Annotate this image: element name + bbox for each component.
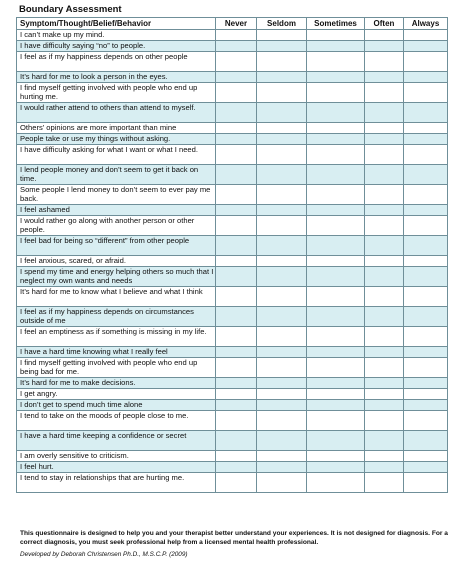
answer-cell-never[interactable] [216, 103, 257, 123]
answer-cell-always[interactable] [404, 473, 448, 493]
answer-cell-never[interactable] [216, 165, 257, 185]
answer-cell-never[interactable] [216, 72, 257, 83]
answer-cell-always[interactable] [404, 327, 448, 347]
answer-cell-never[interactable] [216, 378, 257, 389]
answer-cell-seldom[interactable] [257, 451, 307, 462]
table-row [17, 347, 448, 358]
answer-cell-seldom[interactable] [257, 358, 307, 378]
answer-cell-always[interactable] [404, 103, 448, 123]
answer-cell-sometimes[interactable] [307, 267, 365, 287]
answer-cell-never[interactable] [216, 83, 257, 103]
answer-cell-sometimes[interactable] [307, 83, 365, 103]
statement-cell: I feel ashamed [17, 205, 216, 216]
answer-cell-seldom[interactable] [257, 411, 307, 431]
answer-cell-sometimes[interactable] [307, 389, 365, 400]
answer-cell-seldom[interactable] [257, 103, 307, 123]
column-header-sometimes: Sometimes [307, 18, 365, 30]
answer-cell-seldom[interactable] [257, 347, 307, 358]
answer-cell-sometimes[interactable] [307, 30, 365, 41]
answer-cell-often[interactable] [365, 473, 404, 493]
answer-cell-sometimes[interactable] [307, 431, 365, 451]
statement-cell: I can’t make up my mind. [17, 30, 216, 41]
table-row [17, 134, 448, 145]
table-row [17, 145, 448, 165]
table-row [17, 83, 448, 103]
answer-cell-always[interactable] [404, 205, 448, 216]
answer-cell-often[interactable] [365, 451, 404, 462]
answer-cell-seldom[interactable] [257, 205, 307, 216]
answer-cell-seldom[interactable] [257, 72, 307, 83]
answer-cell-always[interactable] [404, 378, 448, 389]
table-row [17, 451, 448, 462]
answer-cell-seldom[interactable] [257, 256, 307, 267]
statement-cell: It’s hard for me to know what I believe and what I think [17, 287, 216, 307]
answer-cell-sometimes[interactable] [307, 72, 365, 83]
answer-cell-seldom[interactable] [257, 462, 307, 473]
table-row [17, 307, 448, 327]
answer-cell-often[interactable] [365, 307, 404, 327]
answer-cell-often[interactable] [365, 287, 404, 307]
answer-cell-never[interactable] [216, 358, 257, 378]
answer-cell-seldom[interactable] [257, 400, 307, 411]
statement-cell: I find myself getting involved with people who end up being bad for me. [17, 358, 216, 378]
answer-cell-always[interactable] [404, 451, 448, 462]
table-row [17, 462, 448, 473]
table-row [17, 267, 448, 287]
answer-cell-always[interactable] [404, 307, 448, 327]
statement-cell: I feel as if my happiness depends on other people [17, 52, 216, 72]
answer-cell-seldom[interactable] [257, 165, 307, 185]
answer-cell-often[interactable] [365, 41, 404, 52]
answer-cell-always[interactable] [404, 216, 448, 236]
answer-cell-seldom[interactable] [257, 389, 307, 400]
answer-cell-always[interactable] [404, 41, 448, 52]
answer-cell-never[interactable] [216, 185, 257, 205]
statement-cell: I have a hard time keeping a confidence or secret [17, 431, 216, 451]
column-header-seldom: Seldom [257, 18, 307, 30]
answer-cell-often[interactable] [365, 431, 404, 451]
answer-cell-seldom[interactable] [257, 185, 307, 205]
table-row [17, 103, 448, 123]
answer-cell-never[interactable] [216, 41, 257, 52]
statement-cell: I get angry. [17, 389, 216, 400]
answer-cell-never[interactable] [216, 134, 257, 145]
statement-cell: I feel anxious, scared, or afraid. [17, 256, 216, 267]
statement-cell: I lend people money and don’t seem to get it back on time. [17, 165, 216, 185]
table-row [17, 411, 448, 431]
answer-cell-seldom[interactable] [257, 123, 307, 134]
answer-cell-never[interactable] [216, 256, 257, 267]
table-row [17, 123, 448, 134]
answer-cell-seldom[interactable] [257, 52, 307, 72]
table-row [17, 327, 448, 347]
column-header-never: Never [216, 18, 257, 30]
answer-cell-often[interactable] [365, 123, 404, 134]
answer-cell-never[interactable] [216, 400, 257, 411]
answer-cell-sometimes[interactable] [307, 216, 365, 236]
statement-cell: I spend my time and energy helping others so much that I neglect my own wants and needs [17, 267, 216, 287]
answer-cell-often[interactable] [365, 327, 404, 347]
answer-cell-always[interactable] [404, 411, 448, 431]
answer-cell-sometimes[interactable] [307, 41, 365, 52]
answer-cell-always[interactable] [404, 389, 448, 400]
answer-cell-never[interactable] [216, 347, 257, 358]
answer-cell-often[interactable] [365, 236, 404, 256]
answer-cell-never[interactable] [216, 287, 257, 307]
answer-cell-often[interactable] [365, 134, 404, 145]
answer-cell-sometimes[interactable] [307, 145, 365, 165]
answer-cell-always[interactable] [404, 267, 448, 287]
answer-cell-never[interactable] [216, 267, 257, 287]
statement-cell: I don’t get to spend much time alone [17, 400, 216, 411]
answer-cell-seldom[interactable] [257, 83, 307, 103]
answer-cell-seldom[interactable] [257, 327, 307, 347]
statement-cell: It’s hard for me to make decisions. [17, 378, 216, 389]
column-header-symptom: Symptom/Thought/Belief/Behavior [17, 18, 216, 30]
answer-cell-often[interactable] [365, 378, 404, 389]
answer-cell-never[interactable] [216, 462, 257, 473]
statement-cell: Others’ opinions are more important than mine [17, 123, 216, 134]
table-row [17, 431, 448, 451]
answer-cell-sometimes[interactable] [307, 473, 365, 493]
answer-cell-sometimes[interactable] [307, 462, 365, 473]
statement-cell: I have difficulty asking for what I want or what I need. [17, 145, 216, 165]
table-row [17, 41, 448, 52]
answer-cell-sometimes[interactable] [307, 451, 365, 462]
answer-cell-always[interactable] [404, 123, 448, 134]
table-row [17, 287, 448, 307]
answer-cell-always[interactable] [404, 134, 448, 145]
answer-cell-sometimes[interactable] [307, 327, 365, 347]
answer-cell-often[interactable] [365, 358, 404, 378]
statement-cell: I have difficulty saying “no” to people. [17, 41, 216, 52]
answer-cell-often[interactable] [365, 389, 404, 400]
table-row [17, 400, 448, 411]
header-row [17, 18, 448, 30]
answer-cell-sometimes[interactable] [307, 378, 365, 389]
answer-cell-seldom[interactable] [257, 287, 307, 307]
statement-cell: People take or use my things without asking. [17, 134, 216, 145]
answer-cell-never[interactable] [216, 411, 257, 431]
table-row [17, 358, 448, 378]
table-row [17, 216, 448, 236]
answer-cell-sometimes[interactable] [307, 205, 365, 216]
answer-cell-seldom[interactable] [257, 216, 307, 236]
answer-cell-never[interactable] [216, 473, 257, 493]
answer-cell-sometimes[interactable] [307, 52, 365, 72]
answer-cell-seldom[interactable] [257, 473, 307, 493]
answer-cell-seldom[interactable] [257, 41, 307, 52]
answer-cell-always[interactable] [404, 72, 448, 83]
table-row [17, 378, 448, 389]
answer-cell-always[interactable] [404, 431, 448, 451]
answer-cell-never[interactable] [216, 145, 257, 165]
answer-cell-often[interactable] [365, 103, 404, 123]
table-row [17, 205, 448, 216]
answer-cell-often[interactable] [365, 267, 404, 287]
answer-cell-never[interactable] [216, 123, 257, 134]
answer-cell-often[interactable] [365, 216, 404, 236]
table-row [17, 389, 448, 400]
statement-cell: I am overly sensitive to criticism. [17, 451, 216, 462]
answer-cell-often[interactable] [365, 411, 404, 431]
answer-cell-seldom[interactable] [257, 30, 307, 41]
statement-cell: I feel as if my happiness depends on circumstances outside of me [17, 307, 216, 327]
statement-cell: I would rather go along with another person or other people. [17, 216, 216, 236]
answer-cell-always[interactable] [404, 256, 448, 267]
answer-cell-sometimes[interactable] [307, 287, 365, 307]
answer-cell-sometimes[interactable] [307, 103, 365, 123]
answer-cell-sometimes[interactable] [307, 256, 365, 267]
answer-cell-never[interactable] [216, 205, 257, 216]
answer-cell-often[interactable] [365, 400, 404, 411]
answer-cell-sometimes[interactable] [307, 347, 365, 358]
credit-line: Developed by Deborah Christensen Ph.D., M.S.C.P. (2009) [20, 551, 188, 558]
answer-cell-sometimes[interactable] [307, 307, 365, 327]
answer-cell-always[interactable] [404, 400, 448, 411]
answer-cell-always[interactable] [404, 462, 448, 473]
answer-cell-never[interactable] [216, 451, 257, 462]
answer-cell-often[interactable] [365, 256, 404, 267]
table-row [17, 473, 448, 493]
answer-cell-never[interactable] [216, 307, 257, 327]
answer-cell-seldom[interactable] [257, 307, 307, 327]
table-row [17, 72, 448, 83]
answer-cell-never[interactable] [216, 52, 257, 72]
answer-cell-always[interactable] [404, 347, 448, 358]
answer-cell-sometimes[interactable] [307, 400, 365, 411]
column-header-often: Often [365, 18, 404, 30]
answer-cell-never[interactable] [216, 236, 257, 256]
answer-cell-always[interactable] [404, 52, 448, 72]
answer-cell-sometimes[interactable] [307, 411, 365, 431]
answer-cell-always[interactable] [404, 83, 448, 103]
statement-cell: Some people I lend money to don’t seem to ever pay me back. [17, 185, 216, 205]
answer-cell-sometimes[interactable] [307, 358, 365, 378]
statement-cell: I feel bad for being so “different” from other people [17, 236, 216, 256]
statement-cell: I feel hurt. [17, 462, 216, 473]
answer-cell-never[interactable] [216, 389, 257, 400]
disclaimer-note: This questionnaire is designed to help you and your therapist better understand your experiences. It is not designed for diagnosis. For a correct diagnosis, you must seek professional help from a licensed mental health professional. [20, 530, 448, 546]
answer-cell-seldom[interactable] [257, 431, 307, 451]
answer-cell-often[interactable] [365, 185, 404, 205]
answer-cell-never[interactable] [216, 30, 257, 41]
table-row [17, 256, 448, 267]
answer-cell-sometimes[interactable] [307, 123, 365, 134]
statement-cell: I have a hard time knowing what I really feel [17, 347, 216, 358]
answer-cell-never[interactable] [216, 431, 257, 451]
answer-cell-seldom[interactable] [257, 134, 307, 145]
column-header-always: Always [404, 18, 448, 30]
statement-cell: It’s hard for me to look a person in the eyes. [17, 72, 216, 83]
answer-cell-often[interactable] [365, 462, 404, 473]
answer-cell-always[interactable] [404, 30, 448, 41]
answer-cell-sometimes[interactable] [307, 236, 365, 256]
answer-cell-often[interactable] [365, 72, 404, 83]
answer-cell-never[interactable] [216, 327, 257, 347]
answer-cell-seldom[interactable] [257, 145, 307, 165]
answer-cell-often[interactable] [365, 145, 404, 165]
answer-cell-seldom[interactable] [257, 267, 307, 287]
table-row [17, 165, 448, 185]
statement-cell: I feel an emptiness as if something is missing in my life. [17, 327, 216, 347]
answer-cell-sometimes[interactable] [307, 165, 365, 185]
answer-cell-never[interactable] [216, 216, 257, 236]
answer-cell-sometimes[interactable] [307, 134, 365, 145]
table-row [17, 52, 448, 72]
answer-cell-always[interactable] [404, 185, 448, 205]
answer-cell-always[interactable] [404, 236, 448, 256]
statement-cell: I tend to take on the moods of people close to me. [17, 411, 216, 431]
table-row [17, 236, 448, 256]
answer-cell-seldom[interactable] [257, 236, 307, 256]
answer-cell-always[interactable] [404, 287, 448, 307]
answer-cell-often[interactable] [365, 205, 404, 216]
answer-cell-always[interactable] [404, 145, 448, 165]
answer-cell-sometimes[interactable] [307, 185, 365, 205]
answer-cell-often[interactable] [365, 30, 404, 41]
assessment-table [16, 17, 448, 493]
answer-cell-always[interactable] [404, 165, 448, 185]
table-row [17, 185, 448, 205]
table-row [17, 30, 448, 41]
statement-cell: I tend to stay in relationships that are hurting me. [17, 473, 216, 493]
answer-cell-often[interactable] [365, 347, 404, 358]
statement-cell: I would rather attend to others than attend to myself. [17, 103, 216, 123]
answer-cell-often[interactable] [365, 83, 404, 103]
answer-cell-often[interactable] [365, 52, 404, 72]
answer-cell-seldom[interactable] [257, 378, 307, 389]
page-title: Boundary Assessment [19, 4, 122, 15]
answer-cell-always[interactable] [404, 358, 448, 378]
answer-cell-often[interactable] [365, 165, 404, 185]
statement-cell: I find myself getting involved with people who end up hurting me. [17, 83, 216, 103]
